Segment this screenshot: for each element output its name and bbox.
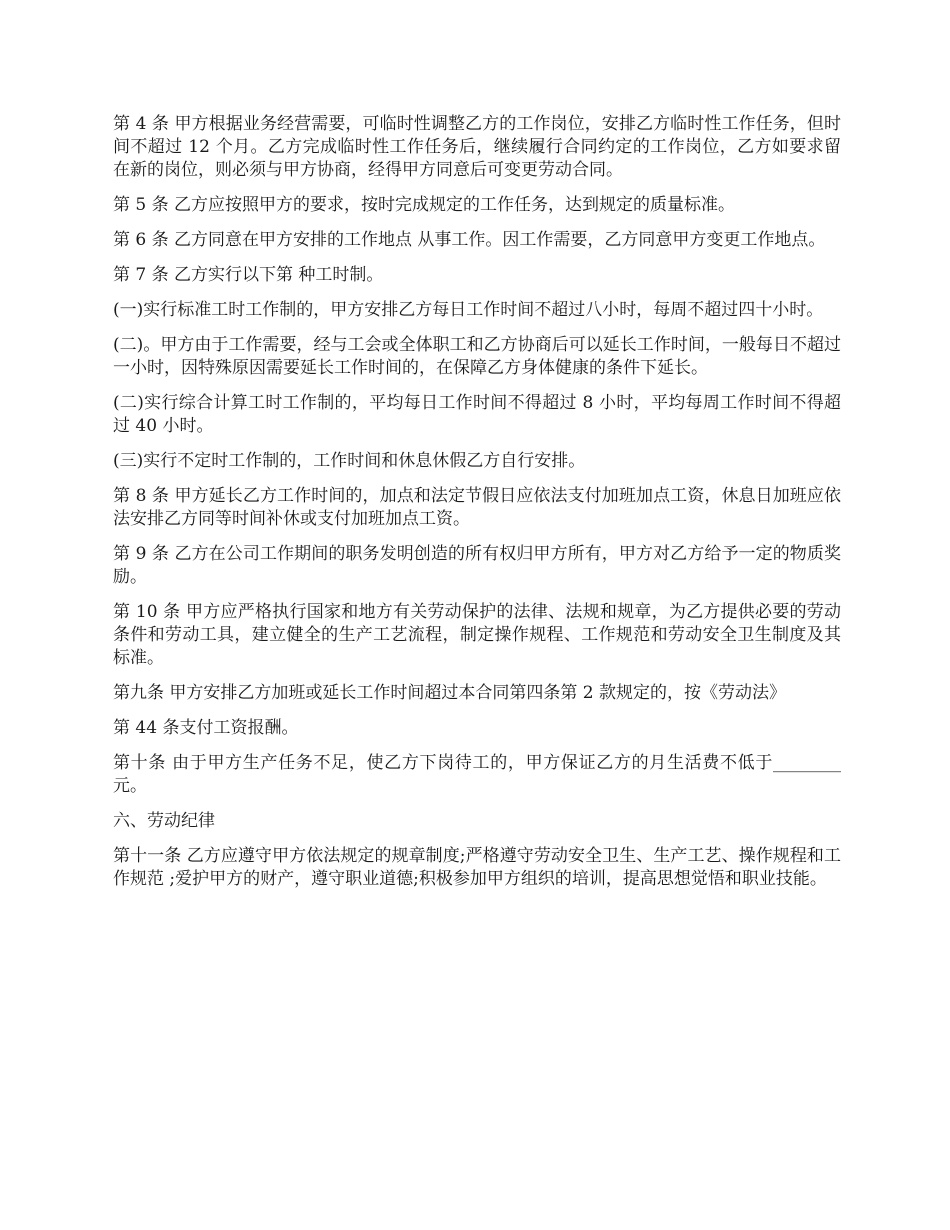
paragraph-article-44: 第 44 条支付工资报酬。	[113, 718, 299, 738]
paragraph-article-6: 第 6 条 乙方同意在甲方安排的工作地点 从事工作。因工作需要，乙方同意甲方变更工作地点。	[113, 230, 826, 250]
paragraph-item-3: (三)实行不定时工作制的，工作时间和休息休假乙方自行安排。	[113, 451, 586, 471]
paragraph-article-5: 第 5 条 乙方应按照甲方的要求，按时完成规定的工作任务，达到规定的质量标准。	[113, 195, 736, 215]
section-heading-labor-discipline: 六、劳动纪律	[113, 811, 215, 831]
document-body	[113, 113, 841, 903]
paragraph-item-2b: (二)实行综合计算工时工作制的，平均每日工作时间不得超过 8 小时，平均每周工作时间不得超过 40 小时。	[113, 393, 841, 436]
paragraph-article-9: 第 9 条 乙方在公司工作期间的职务发明创造的所有权归甲方所有，甲方对乙方给予一定的物质奖励。	[113, 544, 841, 587]
paragraph-article-7: 第 7 条 乙方实行以下第 种工时制。	[113, 265, 384, 285]
paragraph-article-eleven: 第十一条 乙方应遵守甲方依法规定的规章制度;严格遵守劳动安全卫生、生产工艺、操作规程和工作规范 ;爱护甲方的财产，遵守职业道德;积极参加甲方组织的培训，提高思想觉悟和职业技能。	[113, 846, 841, 889]
paragraph-article-10: 第 10 条 甲方应严格执行国家和地方有关劳动保护的法律、法规和规章，为乙方提供必要的劳动条件和劳动工具，建立健全的生产工艺流程，制定操作规程、工作规范和劳动安全卫生制度及其标准。	[113, 602, 841, 668]
paragraph-article-nine: 第九条 甲方安排乙方加班或延长工作时间超过本合同第四条第 2 款规定的，按《劳动法》	[113, 683, 787, 703]
paragraph-article-4: 第 4 条 甲方根据业务经营需要，可临时性调整乙方的工作岗位，安排乙方临时性工作任务，但时间不超过 12 个月。乙方完成临时性工作任务后，继续履行合同约定的工作岗位，乙方如要求留在新的岗位，则必须与甲方协商，经得甲方同意后可变更劳动合同。	[113, 114, 841, 180]
paragraph-item-2a: (二)。甲方由于工作需要，经与工会或全体职工和乙方协商后可以延长工作时间，一般每日不超过一小时，因特殊原因需要延长工作时间的，在保障乙方身体健康的条件下延长。	[113, 335, 841, 378]
paragraph-article-ten: 第十条 由于甲方生产任务不足，使乙方下岗待工的，甲方保证乙方的月生活费不低于________元。	[113, 753, 841, 796]
paragraph-item-1: (一)实行标准工时工作制的，甲方安排乙方每日工作时间不超过八小时，每周不超过四十小时。	[113, 300, 824, 320]
paragraph-article-8: 第 8 条 甲方延长乙方工作时间的，加点和法定节假日应依法支付加班加点工资，休息日加班应依法安排乙方同等时间补休或支付加班加点工资。	[113, 486, 841, 529]
